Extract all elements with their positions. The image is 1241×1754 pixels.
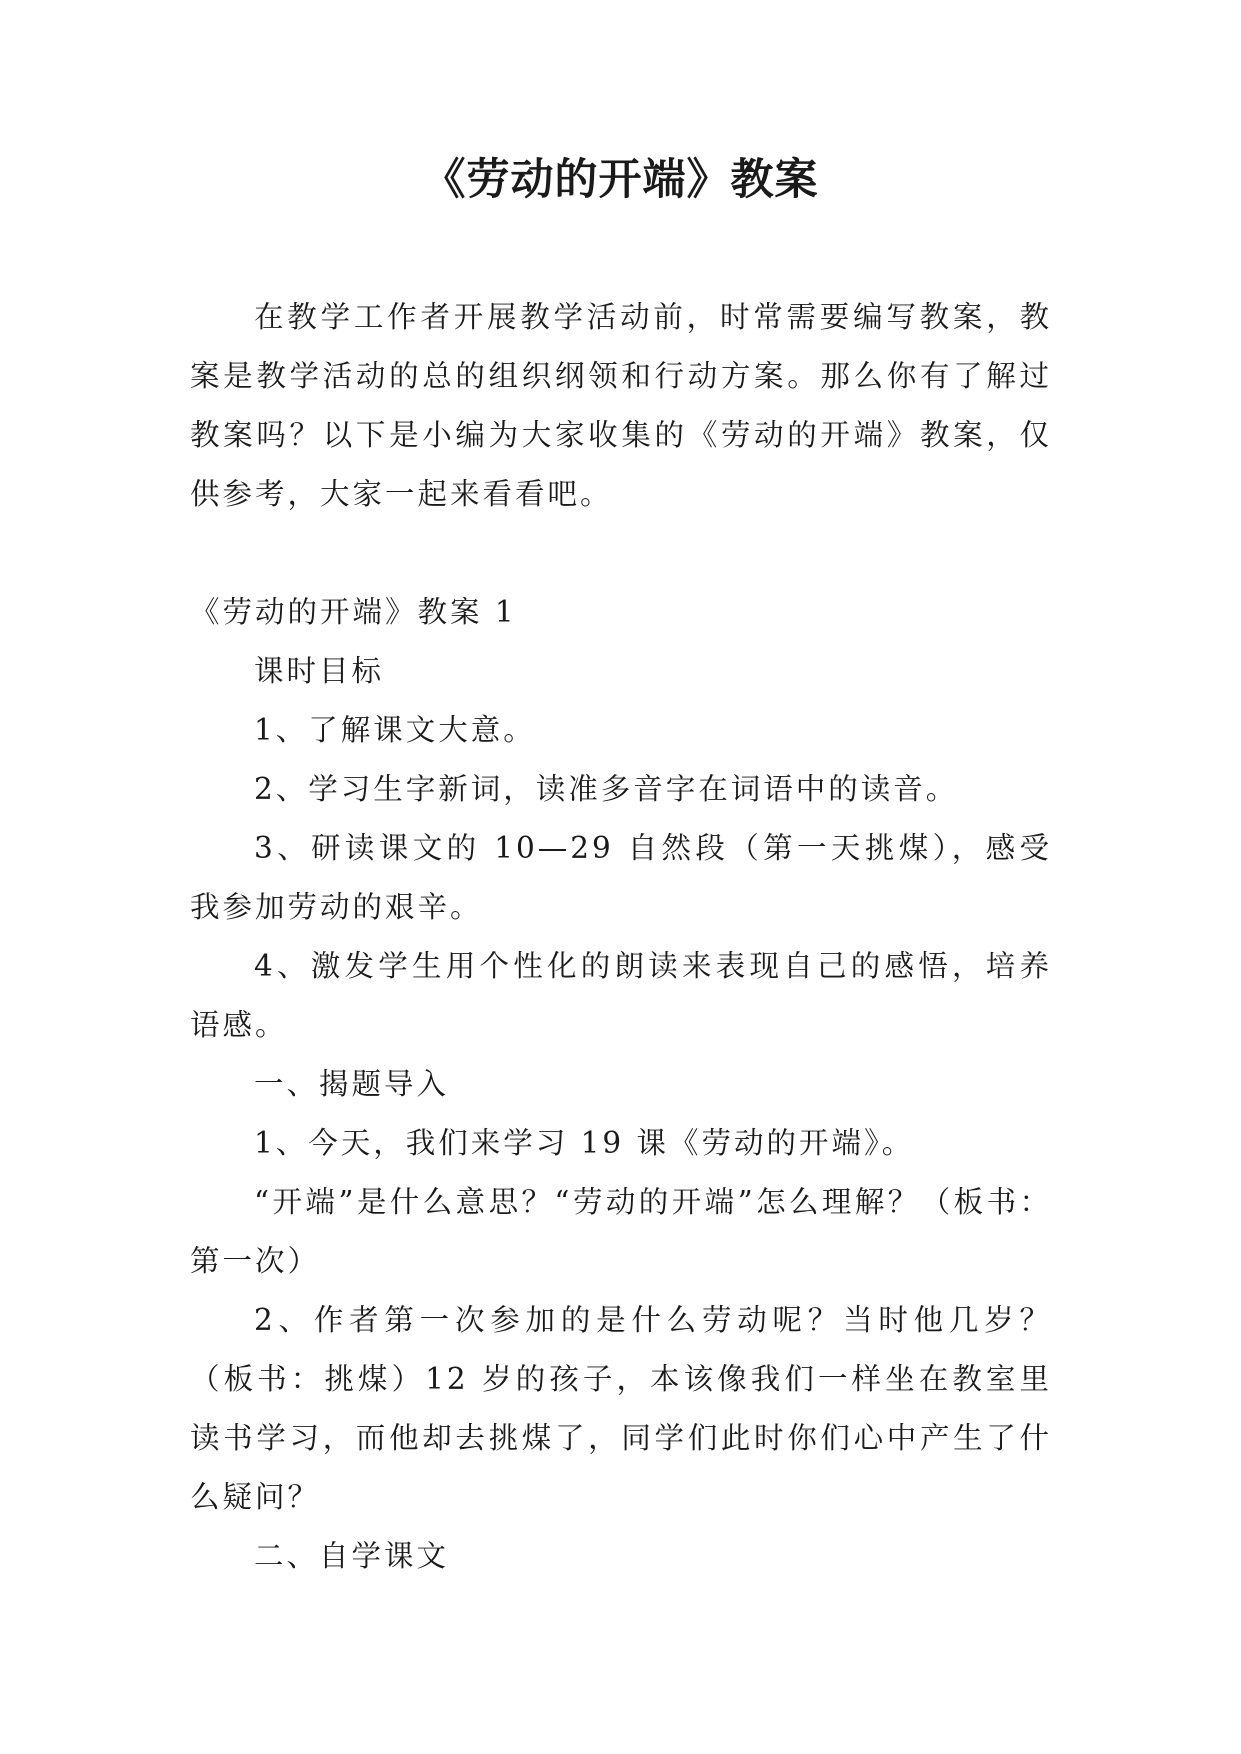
body-paragraph: 1、了解课文大意。: [254, 713, 536, 747]
document-title: 《劳动的开端》教案: [422, 155, 819, 205]
body-paragraph: 2、作者第一次参加的是什么劳动呢？当时他几岁？（板书：挑煤）12 岁的孩子，本该像我们一样坐在教室里读书学习，而他却去挑煤了，同学们此时你们心中产生了什么疑问？: [190, 1303, 1052, 1514]
section-heading: 《劳动的开端》教案 1: [190, 595, 517, 629]
intro-paragraph: 在教学工作者开展教学活动前，时常需要编写教案，教案是教学活动的总的组织纲领和行动方案。那么你有了解过教案吗？以下是小编为大家收集的《劳动的开端》教案，仅供参考，大家一起来看看吧。: [190, 300, 1052, 511]
body-paragraph: 2、学习生字新词，读准多音字在词语中的读音。: [254, 772, 959, 806]
body-paragraph: 1、今天，我们来学习 19 课《劳动的开端》。: [254, 1126, 915, 1160]
body-paragraph: 二、自学课文: [254, 1539, 450, 1573]
body-paragraph: 课时目标: [254, 654, 385, 688]
body-paragraph: “开端”是什么意思？“劳动的开端”怎么理解？（板书：第一次）: [190, 1185, 1052, 1278]
body-paragraph: 4、激发学生用个性化的朗读来表现自己的感悟，培养语感。: [190, 949, 1052, 1042]
body-paragraph: 3、研读课文的 10—29 自然段（第一天挑煤），感受我参加劳动的艰辛。: [190, 831, 1052, 924]
body-paragraph: 一、揭题导入: [254, 1067, 450, 1101]
document-body: [190, 288, 1052, 1586]
paragraph-gap: [190, 524, 1052, 583]
